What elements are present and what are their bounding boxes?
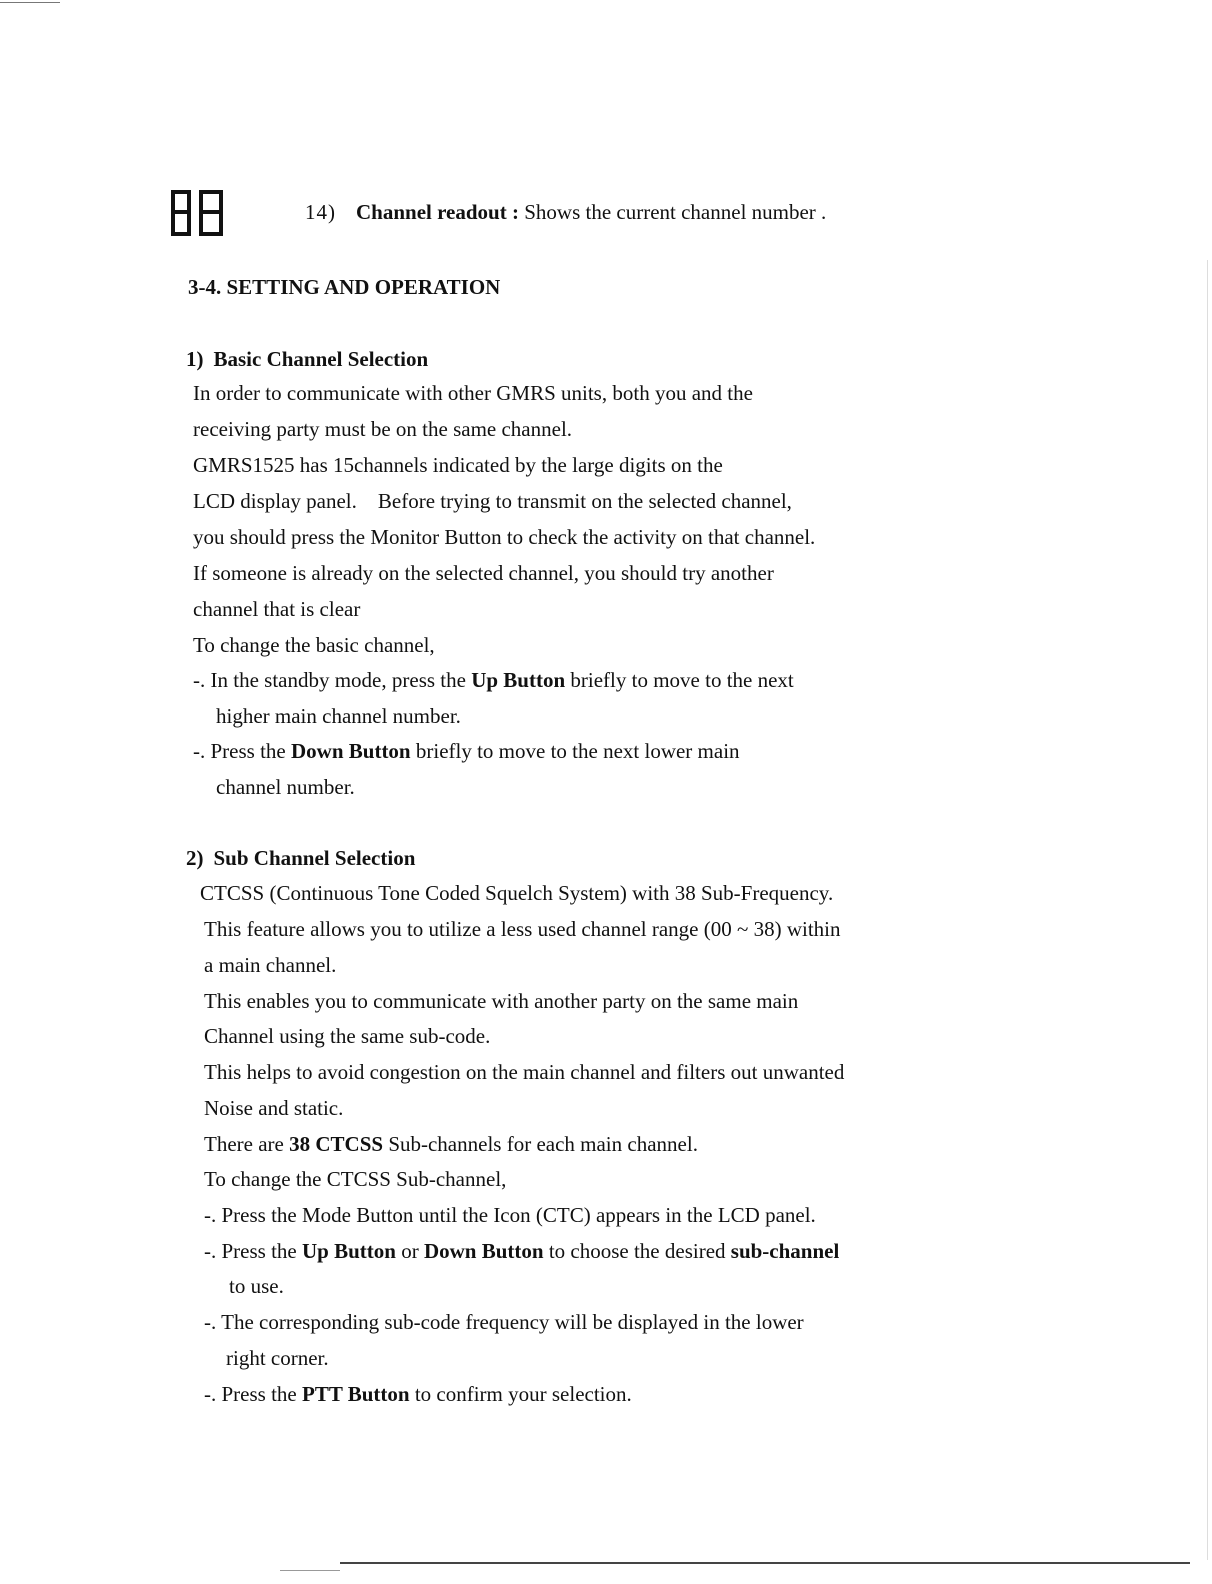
- scan-artifact-bottom-2: [280, 1570, 340, 1571]
- sec2-line: Channel using the same sub-code.: [204, 1024, 491, 1048]
- bullet-text: -. In the standby mode, press the: [193, 668, 472, 692]
- up-button-term: Up Button: [302, 1239, 396, 1263]
- up-button-term: Up Button: [471, 668, 566, 692]
- sec2-line: This feature allows you to utilize a less used channel range (00 ~ 38) within: [204, 917, 841, 941]
- sub-channel-term: sub-channel: [730, 1239, 840, 1263]
- sec2-bullet: -. Press the Mode Button until the Icon (CTC) appears in the LCD panel.: [204, 1203, 816, 1227]
- item-number: 14): [305, 200, 336, 224]
- sec1-line: channel that is clear: [193, 597, 361, 621]
- bullet-text: or: [395, 1239, 424, 1263]
- bullet-text: -. Press the: [193, 739, 291, 763]
- section-title: 3-4. SETTING AND OPERATION: [188, 275, 501, 299]
- ptt-button-term: PTT Button: [302, 1382, 410, 1406]
- sec2-heading: [186, 845, 415, 871]
- sec2-bullet: [204, 1238, 839, 1264]
- sec1-line: you should press the Monitor Button to check the activity on that channel.: [193, 525, 816, 549]
- bullet-text: -. Press the: [204, 1382, 302, 1406]
- bullet-text: briefly to move to the next: [565, 668, 794, 692]
- sec1-line: In order to communicate with other GMRS units, both you and the: [193, 381, 753, 405]
- item-term: Channel readout :: [356, 200, 519, 224]
- sec1-line: LCD display panel. Before trying to transmit on the selected channel,: [193, 489, 792, 513]
- sec2-bullet: [204, 1381, 632, 1407]
- sec1-line: GMRS1525 has 15channels indicated by the large digits on the: [193, 453, 723, 477]
- sec1-title: Basic Channel Selection: [213, 347, 429, 371]
- scan-artifact-right: [1207, 260, 1208, 1560]
- scan-artifact-bottom: [340, 1562, 1190, 1564]
- sec2-there-are: [204, 1131, 698, 1157]
- sec1-bullet-cont: channel number.: [216, 775, 355, 799]
- item-description: Shows the current channel number .: [518, 200, 827, 224]
- bullet-text: to choose the desired: [543, 1239, 731, 1263]
- scan-artifact-top: [0, 2, 60, 3]
- sec2-bullet: -. The corresponding sub-code frequency will be displayed in the lower: [204, 1310, 804, 1334]
- sec2-to-change: To change the CTCSS Sub-channel,: [204, 1167, 507, 1191]
- sec2-line: This enables you to communicate with another party on the same main: [204, 989, 799, 1013]
- bullet-text: briefly to move to the next lower main: [410, 739, 740, 763]
- ctcss-count: 38 CTCSS: [289, 1132, 384, 1156]
- sec2-title: Sub Channel Selection: [213, 846, 416, 870]
- sec2-line: CTCSS (Continuous Tone Coded Squelch System) with 38 Sub-Frequency.: [200, 881, 834, 905]
- sec1-bullet: [193, 667, 794, 693]
- seven-segment-88-icon: [168, 188, 226, 238]
- bullet-text: to confirm your selection.: [409, 1382, 632, 1406]
- sec1-line: To change the basic channel,: [193, 633, 435, 657]
- sec1-bullet: [193, 738, 740, 764]
- sec2-number: 2): [186, 846, 204, 870]
- sentence-text: Sub-channels for each main channel.: [383, 1132, 698, 1156]
- sec1-bullet-cont: higher main channel number.: [216, 704, 461, 728]
- sec2-bullet-cont: to use.: [229, 1274, 284, 1298]
- sec2-bullet-cont: right corner.: [226, 1346, 329, 1370]
- sec1-line: If someone is already on the selected channel, you should try another: [193, 561, 774, 585]
- down-button-term: Down Button: [291, 739, 411, 763]
- sec2-line: This helps to avoid congestion on the main channel and filters out unwanted: [204, 1060, 845, 1084]
- sentence-text: There are: [204, 1132, 290, 1156]
- sec2-line: Noise and static.: [204, 1096, 344, 1120]
- sec2-line: a main channel.: [204, 953, 337, 977]
- sec1-heading: [186, 346, 428, 372]
- channel-readout-item: [305, 200, 826, 225]
- sec1-line: receiving party must be on the same channel.: [193, 417, 573, 441]
- down-button-term: Down Button: [423, 1239, 544, 1263]
- sec1-number: 1): [186, 347, 204, 371]
- bullet-text: -. Press the: [204, 1239, 302, 1263]
